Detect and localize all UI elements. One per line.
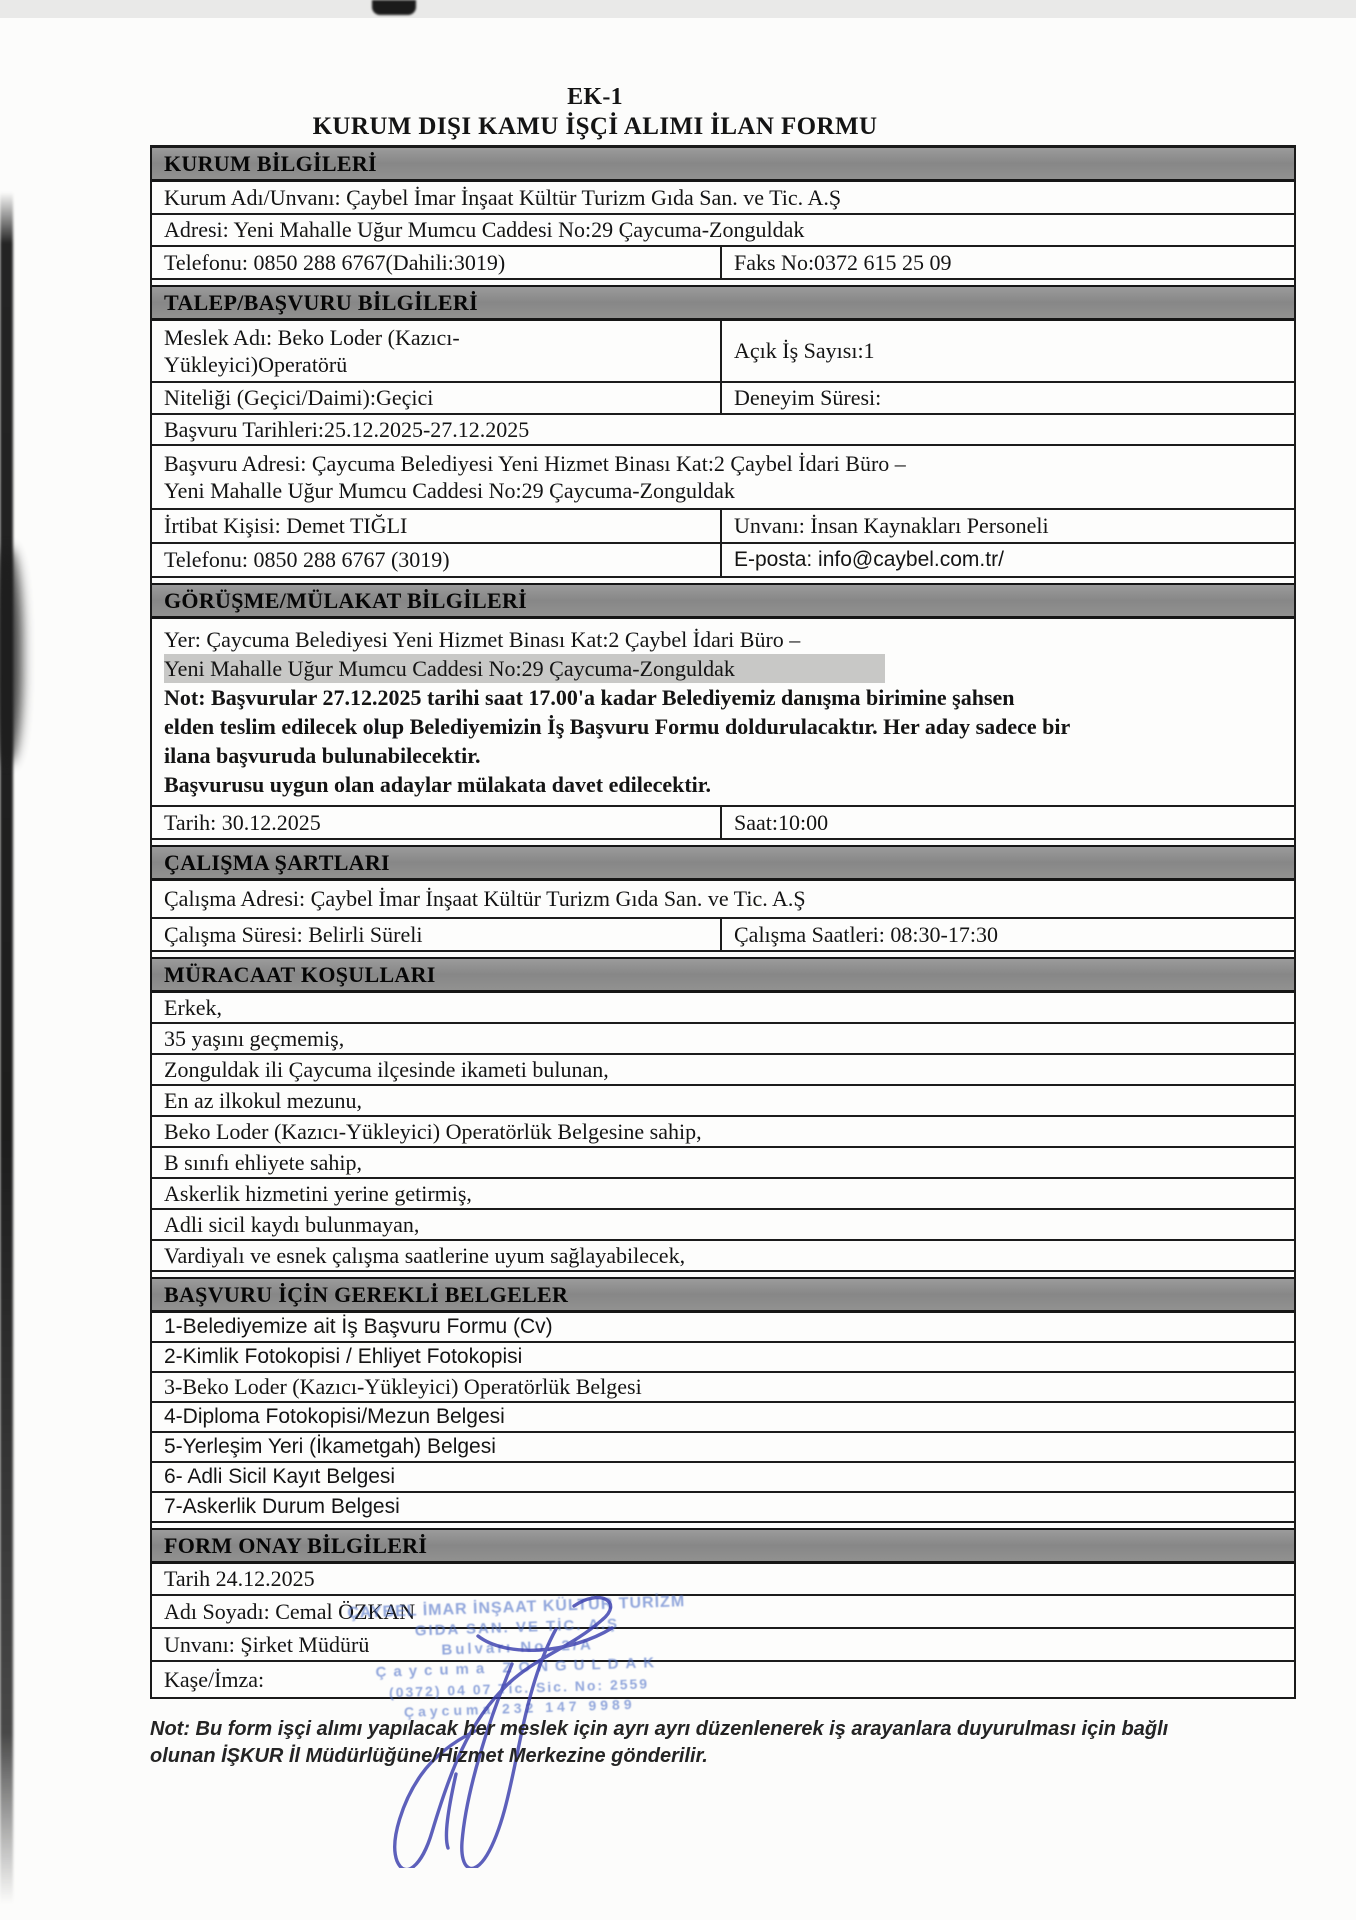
- cell-mulakat-tarih: Tarih: 30.12.2025: [152, 807, 722, 838]
- row-kosul-2: 35 yaşını geçmemiş,: [152, 1024, 1294, 1055]
- form-table: [150, 145, 1296, 1699]
- row-onay-ad-soyad: Adı Soyadı: Cemal ÖZKAN: [152, 1596, 1294, 1629]
- cell-kurum-telefon: Telefonu: 0850 288 6767(Dahili:3019): [152, 247, 722, 278]
- row-belge-6: 6- Adli Sicil Kayıt Belgesi: [152, 1463, 1294, 1493]
- row-kosul-9: Vardiyalı ve esnek çalışma saatlerine uyum sağlayabilecek,: [152, 1241, 1294, 1272]
- row-belge-3: 3-Beko Loder (Kazıcı-Yükleyici) Operatörlük Belgesi: [152, 1373, 1294, 1403]
- cell-irtibat-kisisi: İrtibat Kişisi: Demet TIĞLI: [152, 510, 722, 542]
- mulakat-yer-line1: Yer: Çaycuma Belediyesi Yeni Hizmet Binası Kat:2 Çaybel İdari Büro –: [164, 627, 801, 652]
- row-belge-4: 4-Diploma Fotokopisi/Mezun Belgesi: [152, 1403, 1294, 1433]
- cell-talep-telefon: Telefonu: 0850 288 6767 (3019): [152, 544, 722, 576]
- row-onay-tarih: Tarih 24.12.2025: [152, 1564, 1294, 1596]
- basvuru-adresi-line2: Yeni Mahalle Uğur Mumcu Caddesi No:29 Çaycuma-Zonguldak: [164, 478, 735, 503]
- meslek-line1: Meslek Adı: Beko Loder (Kazıcı-: [164, 325, 460, 350]
- mulakat-yer-line2-wrap: [164, 654, 1294, 683]
- row-basvuru-adresi: [152, 446, 1294, 510]
- cell-acik-is-sayisi: Açık İş Sayısı:1: [734, 338, 875, 363]
- row-belge-1: 1-Belediyemize ait İş Başvuru Formu (Cv): [152, 1313, 1294, 1343]
- row-telefon-faks: [152, 247, 1294, 280]
- cell-meslek-adi: [152, 321, 722, 381]
- basvuru-adresi-line1: Başvuru Adresi: Çaycuma Belediyesi Yeni Hizmet Binası Kat:2 Çaybel İdari Büro –: [164, 451, 906, 476]
- stamp-line2: GIDA SAN. VE TİC. A.Ş: [414, 1615, 620, 1640]
- row-kosul-5: Beko Loder (Kazıcı-Yükleyici) Operatörlük Belgesine sahip,: [152, 1117, 1294, 1148]
- row-kosul-3: Zonguldak ili Çaycuma ilçesinde ikameti bulunan,: [152, 1055, 1294, 1086]
- cell-irtibat-unvan: Unvanı: İnsan Kaynakları Personeli: [734, 513, 1049, 538]
- row-meslek-acik-is: [152, 321, 1294, 383]
- stamp-line4: Çaycuma ZONGULDAK: [375, 1654, 662, 1681]
- form-footnote: [150, 1716, 1330, 1770]
- row-nitelik-deneyim: [152, 383, 1294, 415]
- row-belge-7: 7-Askerlik Durum Belgesi: [152, 1493, 1294, 1523]
- section-header-talep-basvuru: TALEP/BAŞVURU BİLGİLERİ: [152, 285, 1294, 321]
- scan-artifact-left-smudge: [0, 548, 22, 763]
- footnote-line1: Not: Bu form işçi alımı yapılacak her meslek için ayrı ayrı düzenlenerek iş arayanlara duyurulması için bağlı: [150, 1718, 1169, 1740]
- cell-deneyim: Deneyim Süresi:: [734, 385, 882, 410]
- row-belge-2: 2-Kimlik Fotokopisi / Ehliyet Fotokopisi: [152, 1343, 1294, 1373]
- row-kosul-6: B sınıfı ehliyete sahip,: [152, 1148, 1294, 1179]
- form-title: KURUM DIŞI KAMU İŞÇİ ALIMI İLAN FORMU: [312, 113, 878, 140]
- scan-artifact-top-blob: [372, 0, 416, 15]
- stamp-line6: Çaycuma 232 147 9989: [403, 1695, 636, 1721]
- cell-kurum-faks: Faks No:0372 615 25 09: [734, 249, 952, 275]
- row-irtibat-unvan: [152, 510, 1294, 544]
- row-kurum-adi: Kurum Adı/Unvanı: Çaybel İmar İnşaat Kültür Turizm Gıda San. ve Tic. A.Ş: [152, 182, 1294, 215]
- cell-calisma-suresi: Çalışma Süresi: Belirli Süreli: [152, 919, 722, 950]
- row-kase-imza: Kaşe/İmza:: [164, 1666, 265, 1692]
- row-kosul-7: Askerlik hizmetini yerine getirmiş,: [152, 1179, 1294, 1210]
- row-belge-5: 5-Yerleşim Yeri (İkametgah) Belgesi: [152, 1433, 1294, 1463]
- row-calisma-sure-saat: [152, 919, 1294, 952]
- attachment-label: EK-1: [567, 84, 623, 110]
- cell-calisma-saatleri: Çalışma Saatleri: 08:30-17:30: [734, 921, 998, 947]
- cell-mulakat-saat: Saat:10:00: [734, 809, 829, 835]
- mulakat-yer-line2: Yeni Mahalle Uğur Mumcu Caddesi No:29 Çaycuma-Zonguldak: [164, 654, 885, 683]
- mulakat-not-line1: Not: Başvurular 27.12.2025 tarihi saat 17.00'a kadar Belediyemiz danışma birimine şahsen: [164, 685, 1015, 710]
- section-header-form-onay: FORM ONAY BİLGİLERİ: [152, 1528, 1294, 1564]
- footnote-line2: olunan İŞKUR İl Müdürlüğüne/Hizmet Merkezine gönderilir.: [150, 1745, 708, 1767]
- row-onay-unvan: Unvanı: Şirket Müdürü: [152, 1629, 1294, 1662]
- scan-artifact-top-band: [0, 0, 1356, 18]
- scan-artifact-left-strip: [0, 192, 13, 1904]
- mulakat-not-line2: elden teslim edilecek olup Belediyemizin İş Başvuru Formu doldurulacaktır. Her aday sadece bir: [164, 714, 1071, 739]
- row-kosul-8: Adli sicil kaydı bulunmayan,: [152, 1210, 1294, 1241]
- section-header-calisma-sartlari: ÇALIŞMA ŞARTLARI: [152, 845, 1294, 881]
- section-header-kurum-bilgileri: KURUM BİLGİLERİ: [152, 148, 1294, 182]
- stamp-line3: Bulvarı No: 2/A: [441, 1636, 595, 1659]
- document-titles: [150, 84, 1040, 141]
- row-kosul-4: En az ilkokul mezunu,: [152, 1086, 1294, 1117]
- mulakat-not-line3: ilana başvuruda bulunabilecektir.: [164, 743, 481, 768]
- cell-eposta: E-posta: info@caybel.com.tr/: [734, 548, 1004, 571]
- row-telefon-eposta: [152, 544, 1294, 578]
- stamp-line5: (0372) 04 07 Tic. Sic. No: 2559: [388, 1675, 650, 1701]
- row-mulakat-tarih-saat: [152, 807, 1294, 840]
- row-kosul-1: Erkek,: [152, 993, 1294, 1024]
- stamp-line1: ÇAYBEL İMAR İNŞAAT KÜLTÜR TURİZM: [347, 1593, 686, 1622]
- mulakat-davet: Başvurusu uygun olan adaylar mülakata davet edilecektir.: [164, 772, 712, 797]
- cell-nitelik: Niteliği (Geçici/Daimi):Geçici: [152, 383, 722, 413]
- row-basvuru-tarihleri: Başvuru Tarihleri:25.12.2025-27.12.2025: [152, 415, 1294, 446]
- section-header-muracaat-kosullari: MÜRACAAT KOŞULLARI: [152, 957, 1294, 993]
- row-kurum-adres: Adresi: Yeni Mahalle Uğur Mumcu Caddesi No:29 Çaycuma-Zonguldak: [152, 215, 1294, 247]
- meslek-line2: Yükleyici)Operatörü: [164, 352, 348, 377]
- row-mulakat-detay: [152, 619, 1294, 807]
- row-calisma-adresi: Çalışma Adresi: Çaybel İmar İnşaat Kültür Turizm Gıda San. ve Tic. A.Ş: [152, 881, 1294, 919]
- section-header-gerekli-belgeler: BAŞVURU İÇİN GEREKLİ BELGELER: [152, 1277, 1294, 1313]
- section-header-gorusme-mulakat: GÖRÜŞME/MÜLAKAT BİLGİLERİ: [152, 583, 1294, 619]
